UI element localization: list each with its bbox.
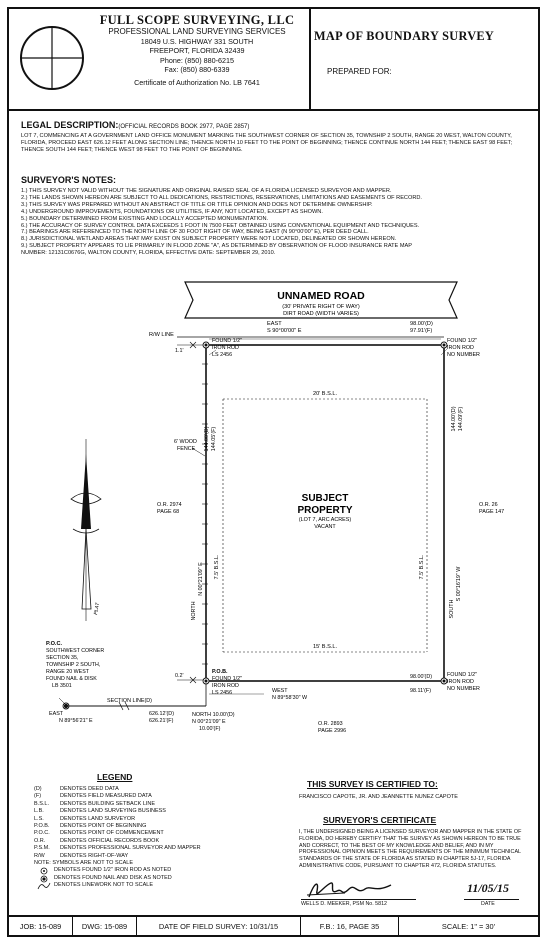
- or-south-1: O.R. 2893: [318, 721, 343, 727]
- poc-line-2: SECTION 35,: [46, 655, 79, 661]
- section-bearing: N 89°56'21" E: [59, 718, 93, 724]
- north-line-field: 97.91'(F): [410, 328, 433, 334]
- legend-heading: LEGEND: [97, 772, 133, 782]
- section-east: EAST: [49, 711, 64, 717]
- legend-note: NOTE: SYMBOLS ARE NOT TO SCALE: [34, 860, 134, 867]
- south-line-field: 98.11'(F): [410, 688, 432, 694]
- north-line-east: EAST: [267, 321, 282, 327]
- company-certificate: Certificate of Authorization No. LB 7641: [134, 77, 260, 87]
- found-sw-1: FOUND 1/2": [212, 676, 243, 682]
- map-title: MAP OF BOUNDARY SURVEY: [314, 29, 495, 43]
- job-number: JOB: 15-089: [9, 917, 73, 935]
- legend-item: (F) DENOTES FIELD MEASURED DATA: [34, 793, 152, 800]
- section-field: 626.21'(F): [149, 718, 174, 724]
- note-item: 9.) SUBJECT PROPERTY APPEARS TO LIE PRIMARILY IN FLOOD ZONE "A", AS DETERMINED BY OBSERVATION OF FLOOD INSURANCE RATE MAP: [21, 243, 412, 250]
- certified-to-heading: THIS SURVEY IS CERTIFIED TO:: [307, 779, 438, 789]
- scale: SCALE: 1" = 30': [441, 921, 496, 931]
- north-arrow-icon: [71, 439, 101, 621]
- legal-description-text: LOT 7, COMMENCING AT A GOVERNMENT LAND OFFICE MONUMENT MARKING THE SOUTHWEST CORNER OF SECTION 35, TOWNSHIP 2 SOUTH, RANGE 20 WEST, WALTON COUNTY, FLORIDA, PROCEED EAST 626.12 FEET ALONG SECTION LINE; THENCE NORTH 10 FEET TO THE POINT OF BEGINNING; THENCE CONTINUE NORTH 144 FEET; THENCE EAST 98 FEET; THENCE SOUTH 144 FEET; THENCE WEST 98 FEET TO THE POINT OF BEGINNING.: [21, 133, 513, 153]
- iron-rod-nw-dot: [205, 344, 207, 346]
- subject-label-1: SUBJECT: [301, 493, 349, 504]
- note-item: NUMBER: 12131C0676G, WALTON COUNTY, FLORIDA, EFFECTIVE DATE: SEPTEMBER 29, 2010.: [21, 250, 276, 257]
- legal-description-heading: LEGAL DESCRIPTION:(OFFICIAL RECORDS BOOK 2977, PAGE 2857): [21, 120, 250, 130]
- poc-line-4: RANGE 20 WEST: [46, 669, 89, 675]
- legend-item: B.S.L. DENOTES BUILDING SETBACK LINE: [34, 800, 156, 807]
- found-ne-2: IRON ROD: [447, 345, 474, 351]
- found-nw-3: LS 2456: [212, 352, 233, 358]
- note-item: 8.) JURISDICTIONAL WETLAND AREAS THAT MAY EXIST ON SUBJECT PROPERTY WERE NOT LOCATED, DELINEATED OR SHOWN HEREON.: [21, 236, 397, 243]
- company-name: FULL SCOPE SURVEYING, LLC: [99, 13, 295, 27]
- poc-line-6: LB 3501: [52, 683, 72, 689]
- fence-line: [202, 364, 208, 664]
- subject-label-2: PROPERTY: [297, 505, 353, 516]
- legend-item: DENOTES LINEWORK NOT TO SCALE: [34, 882, 201, 889]
- break-line-symbol-icon: [34, 882, 54, 890]
- iron-rod-sw-dot: [205, 680, 207, 682]
- survey-map: [9, 9, 538, 915]
- legend-item: DENOTES FOUND 1/2" IRON ROD AS NOTED: [34, 867, 201, 874]
- drawing-number: DWG: 15-089: [73, 917, 137, 935]
- legend-item: (D) DENOTES DEED DATA: [34, 786, 119, 792]
- surveyor-certificate-heading: SURVEYOR'S CERTIFICATE: [323, 815, 437, 825]
- note-item: 6.) THE ACCURACY OF SURVEY CONTROL DATA EXCEEDS 1 FOOT IN 7500 FEET OBTAINED USING CONVENTIONAL EQUIPMENT AND TECHNIQUES.: [21, 222, 420, 229]
- legend-item: P.S.M. DENOTES PROFESSIONAL SURVEYOR AND MAPPER: [34, 845, 201, 852]
- or-west-1: O.R. 2974: [157, 502, 182, 508]
- poc-line-3: TOWNSHIP 2 SOUTH,: [46, 662, 101, 668]
- fence-label-1: 6' WOOD: [174, 439, 197, 445]
- or-east-1: O.R. 26: [479, 502, 498, 508]
- legend-item: R/W DENOTES RIGHT-OF-WAY: [34, 852, 129, 859]
- date-line: [464, 899, 519, 900]
- legend-item: O.R. DENOTES OFFICIAL RECORDS BOOK: [34, 837, 160, 844]
- company-address-1: 18049 U.S. HIGHWAY 331 SOUTH: [140, 37, 254, 46]
- tie-line-3: 10.00'(F): [199, 726, 221, 732]
- found-sw-3: LS 2456: [212, 690, 233, 696]
- tie-line-1: NORTH 10.00'(D): [192, 712, 235, 718]
- found-nw-1: FOUND 1/2": [212, 338, 243, 344]
- nail-disk-poc-dot: [64, 704, 67, 707]
- vacant-label: VACANT: [314, 524, 336, 530]
- or-west-2: PAGE 68: [157, 509, 180, 515]
- poc-label: P.O.C.: [46, 641, 63, 647]
- section-deed: 626.12'(D): [149, 711, 175, 717]
- surveyor-name: WELLS D. MEEKER, PSM No. 5812: [301, 901, 387, 907]
- note-item: 7.) BEARINGS ARE REFERENCED TO THE NORTH LINE OF 30 FOOT RIGHT OF WAY, BEING EAST (N 90°00'00" E), PER DEED CALL.: [21, 229, 369, 236]
- west-line-field: 144.05'(F): [211, 426, 217, 452]
- setback-west: 7.5' B.S.L.: [214, 554, 220, 580]
- setback-15: 15' B.S.L.: [312, 644, 338, 650]
- note-item: 1.) THIS SURVEY NOT VALID WITHOUT THE SIGNATURE AND ORIGINAL RAISED SEAL OF A FLORIDA LICENSED SURVEYOR AND MAPPER.: [21, 188, 392, 194]
- east-line-field: 144.09'(F): [458, 406, 464, 432]
- west-line-bearing: N 00°21'09" E: [198, 562, 204, 596]
- note-item: 5.) BOUNDARY DETERMINED FROM EXISTING AND LOCALLY ACCEPTED MONUMENTATION.: [21, 215, 269, 222]
- poc-line-1: SOUTHWEST CORNER: [46, 648, 105, 654]
- or-south-2: PAGE 2996: [318, 728, 347, 734]
- poc-leader: [59, 698, 65, 704]
- company-address-2: FREEPORT, FLORIDA 32439: [149, 46, 245, 56]
- fence-label-2: FENCE: [177, 446, 196, 452]
- north-arrow-label: PLAT: [93, 602, 102, 616]
- footer-bar: [9, 915, 538, 935]
- signed-date: 11/05/15: [467, 881, 510, 895]
- legend-item: P.O.C. DENOTES POINT OF COMMENCEMENT: [34, 830, 164, 837]
- legend-item: DENOTES FOUND NAIL AND DISK AS NOTED: [34, 875, 201, 882]
- offset-nw: 1.1': [175, 348, 184, 354]
- field-survey-date: DATE OF FIELD SURVEY: 10/31/15: [137, 917, 301, 935]
- east-line-deed: 144.00'(D): [451, 406, 457, 432]
- north-line-bearing: S 90°00'00" E: [267, 328, 302, 334]
- note-item: 4.) UNDERGROUND IMPROVEMENTS, FOUNDATIONS OR UTILITIES, IF ANY, NOT LOCATED, EXCEPT AS SHOWN.: [21, 208, 323, 215]
- east-line-bearing: S 00°16'19" W: [456, 566, 462, 602]
- south-line-deed: 98.00'(D): [410, 674, 433, 680]
- west-line-deed: 144.00'(D): [204, 426, 210, 452]
- prepared-for-label: PREPARED FOR:: [327, 67, 392, 76]
- field-book: F.B.: 16, PAGE 35: [301, 917, 399, 935]
- or-east-2: PAGE 147: [479, 509, 505, 515]
- legend-item: P.O.B. DENOTES POINT OF BEGINNING: [34, 823, 147, 830]
- road-row: (30' PRIVATE RIGHT OF WAY): [282, 304, 360, 310]
- found-ne-1: FOUND 1/2": [447, 338, 478, 344]
- found-se-1: FOUND 1/2": [447, 672, 478, 678]
- found-sw-2: IRON ROD: [212, 683, 239, 689]
- certified-names: FRANCISCO CAPOTE, JR. AND JEANNETTE NUNEZ CAPOTE: [299, 794, 458, 800]
- found-nw-2: IRON ROD: [212, 345, 239, 351]
- legend-list: [34, 786, 201, 890]
- rw-line-label: R/W LINE: [149, 332, 174, 338]
- survey-sheet: [7, 7, 540, 937]
- surveyor-certificate-text: I, THE UNDERSIGNED BEING A LICENSED SURVEYOR AND MAPPER IN THE STATE OF FLORIDA, DO HEREBY CERTIFY THAT THE SURVEY AS SHOWN HEREON TO BE TRUE AND CORRECT, TO THE BEST OF MY KNOWLEDGE AND BELIEF, AND IN MY PROFESSIONAL OPINION MEETS THE REQUIREMENTS OF THE MINIMUM TECHNICAL STANDARDS OF THE STATE OF FLORIDA AS STATED IN CHAPTER 5J-17, FLORIDA ADMINISTRATIVE CODE, PURSUANT TO CHAPTER 472, FLORIDA STATUTES.: [299, 829, 522, 869]
- legal-source: (OFFICIAL RECORDS BOOK 2977, PAGE 2857): [118, 124, 250, 130]
- company-phone: Phone: (850) 880-6215: [160, 55, 234, 65]
- date-label: DATE: [481, 901, 495, 907]
- surveyor-signature: [305, 879, 395, 901]
- found-ne-3: NO NUMBER: [447, 352, 480, 358]
- signature-line: [301, 899, 416, 900]
- iron-rod-se-dot: [443, 680, 445, 682]
- surveyors-notes-heading: SURVEYOR'S NOTES:: [21, 175, 116, 185]
- south-line-west: WEST: [272, 688, 288, 694]
- section-line-label: SECTION LINE(D): [107, 698, 152, 704]
- setback-20: 20' B.S.L.: [312, 391, 338, 397]
- offset-sw: 0.2': [175, 673, 184, 679]
- legend-item: L.S. DENOTES LAND SURVEYOR: [34, 815, 136, 822]
- poc-line-5: FOUND NAIL & DISK: [46, 676, 97, 682]
- north-line-deed: 98.00'(D): [410, 321, 433, 327]
- setback-east: 7.5' B.S.L.: [419, 554, 425, 580]
- tie-line-2: N 00°21'09" E: [192, 719, 226, 725]
- road-name: UNNAMED ROAD: [277, 290, 365, 302]
- iron-rod-ne-dot: [443, 344, 445, 346]
- company-fax: Fax: (850) 880-6339: [164, 65, 230, 75]
- south-line-bearing: N 89°58'30" W: [272, 695, 308, 701]
- note-item: 2.) THE LANDS SHOWN HEREON ARE SUBJECT TO ALL DEDICATIONS, RESTRICTIONS, RESERVATIONS, LIMITATIONS AND EASEMENTS OF RECORD.: [21, 194, 422, 201]
- legend-item: L.B. DENOTES LAND SURVEYING BUSINESS: [34, 808, 166, 815]
- road-surface: DIRT ROAD (WIDTH VARIES): [283, 311, 359, 317]
- found-se-2: IRON ROD: [447, 679, 474, 685]
- lot-label: (LOT 7, ARC ACRES): [298, 517, 352, 523]
- pob-label: P.O.B.: [212, 669, 228, 675]
- found-se-3: NO NUMBER: [447, 686, 480, 692]
- east-line-south: SOUTH: [449, 599, 455, 619]
- company-tagline: PROFESSIONAL LAND SURVEYING SERVICES: [108, 27, 286, 36]
- west-line-north: NORTH: [191, 601, 197, 621]
- note-item: 3.) THIS SURVEY WAS PREPARED WITHOUT AN ABSTRACT OF TITLE OR TITLE OPINION AND DOES NOT DETERMINE OWNERSHIP.: [21, 201, 373, 208]
